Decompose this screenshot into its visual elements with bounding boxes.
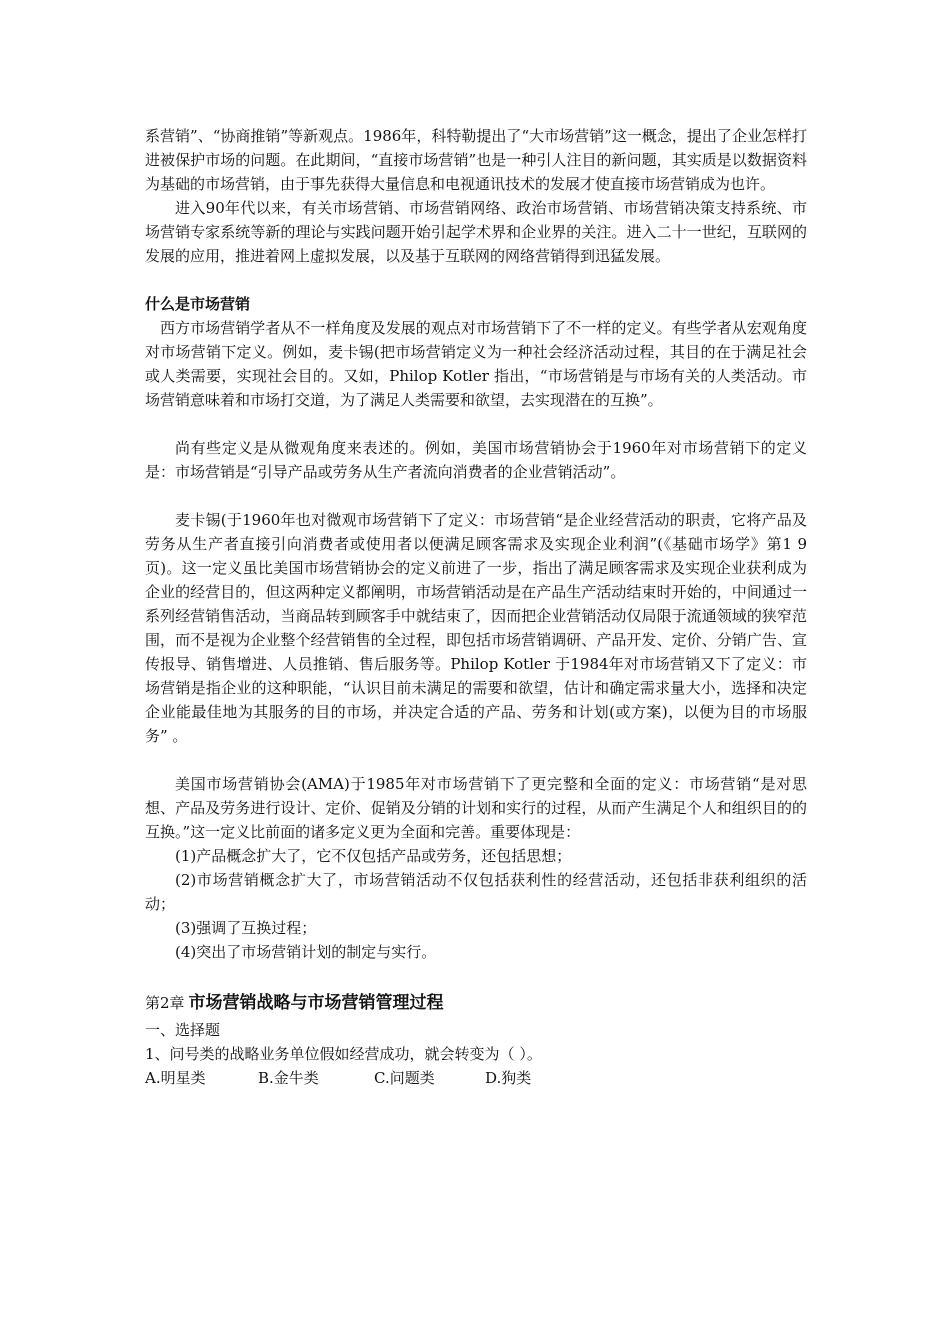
list-item: (3)强调了互换过程； — [175, 919, 317, 937]
chapter-title: 市场营销战略与市场营销管理过程 — [188, 993, 444, 1013]
paragraph-micro-definition: 尚有些定义是从微观角度来表述的。例如，美国市场营销协会于1960年对市场营销下的定义是：市场营销是“引导产品或劳务从生产者流向消费者的企业营销活动”。 — [145, 439, 807, 481]
list-item: (2)市场营销概念扩大了，市场营销活动不仅包括获利性的经营活动，还包括非获利组织的活动； — [145, 871, 807, 913]
blank-line — [145, 484, 807, 508]
paragraph-marketing-history: 系营销”、“协商推销”等新观点。1986年，科特勒提出了“大市场营销”这一概念，提出了企业怎样打进被保护市场的问题。在此期间，“直接市场营销”也是一种引人注目的新问题，其实质是以数据资料为基础的市场营销，由于事先获得大量信息和电视通讯技术的发展才使直接市场营销成为也许。 — [145, 127, 807, 193]
option-d: D.狗类 — [485, 1069, 532, 1087]
option-b: B.金牛类 — [258, 1069, 319, 1087]
list-item: (1)产品概念扩大了，它不仅包括产品或劳务，还包括思想； — [175, 847, 572, 865]
section-heading: 什么是市场营销 — [145, 295, 251, 313]
list-item: (4)突出了市场营销计划的制定与实行。 — [175, 943, 437, 961]
chapter-number: 第2章 — [145, 994, 185, 1012]
blank-line — [145, 748, 807, 772]
paragraph-ama-definition: 美国市场营销协会(AMA)于1985年对市场营销下了更完整和全面的定义：市场营销“是对思想、产品及劳务进行设计、定价、促销及分销的计划和实行的过程，从而产生满足个人和组织目的的互换。”这一定义比前面的诸多定义更为全面和完善。重要体现是： — [145, 775, 807, 841]
paragraph-macro-definition: 西方市场营销学者从不一样角度及发展的观点对市场营销下了不一样的定义。有些学者从宏观角度对市场营销下定义。例如，麦卡锡(把市场营销定义为一种社会经济活动过程，其目的在于满足社会或人类需要，实现社会目的。又如，Philop Kotler 指出，“市场营销是与市场有关的人类活动。市场营销意味着和市场打交道，为了满足人类需要和欲望，去实现潜在的互换”。 — [145, 319, 807, 409]
answer-options — [145, 1066, 807, 1090]
option-a: A.明星类 — [145, 1069, 206, 1087]
section-label: 一、选择题 — [145, 1021, 221, 1039]
chapter-heading — [145, 988, 807, 1018]
option-c: C.问题类 — [374, 1069, 435, 1087]
blank-line — [145, 412, 807, 436]
blank-line — [145, 268, 807, 292]
question-text: 1、问号类的战略业务单位假如经营成功，就会转变为（ ）。 — [145, 1045, 542, 1063]
paragraph-1990s-development: 进入90年代以来，有关市场营销、市场营销网络、政治市场营销、市场营销决策支持系统、市场营销专家系统等新的理论与实践问题开始引起学术界和企业界的关注。进入二十一世纪，互联网的发展的应用，推进着网上虚拟发展，以及基于互联网的网络营销得到迅猛发展。 — [145, 199, 807, 265]
paragraph-mccarthy-definition: 麦卡锡(于1960年也对微观市场营销下了定义：市场营销“是企业经营活动的职责，它将产品及劳务从生产者直接引向消费者或使用者以便满足顾客需求及实现企业利润”(《基础市场学》第1 9页)。这一定义虽比美国市场营销协会的定义前进了一步，指出了满足顾客需求及实现企业获利成为企业的经营目的，但这两种定义都阐明，市场营销活动是在产品生产活动结束时开始的，中间通过一系列经营销售活动，当商品转到顾客手中就结束了，因而把企业营销活动仅局限于流通领域的狭窄范围，而不是视为企业整个经营销售的全过程，即包括市场营销调研、产品开发、定价、分销广告、宣传报导、销售增进、人员推销、售后服务等。Philop Kotler 于1984年对市场营销又下了定义：市场营销是指企业的这种职能，“认识目前未满足的需要和欲望，估计和确定需求量大小，选择和决定企业能最佳地为其服务的目的市场，并决定合适的产品、劳务和计划(或方案)，以便为目的市场服务” 。 — [145, 511, 807, 745]
blank-line — [145, 964, 807, 988]
